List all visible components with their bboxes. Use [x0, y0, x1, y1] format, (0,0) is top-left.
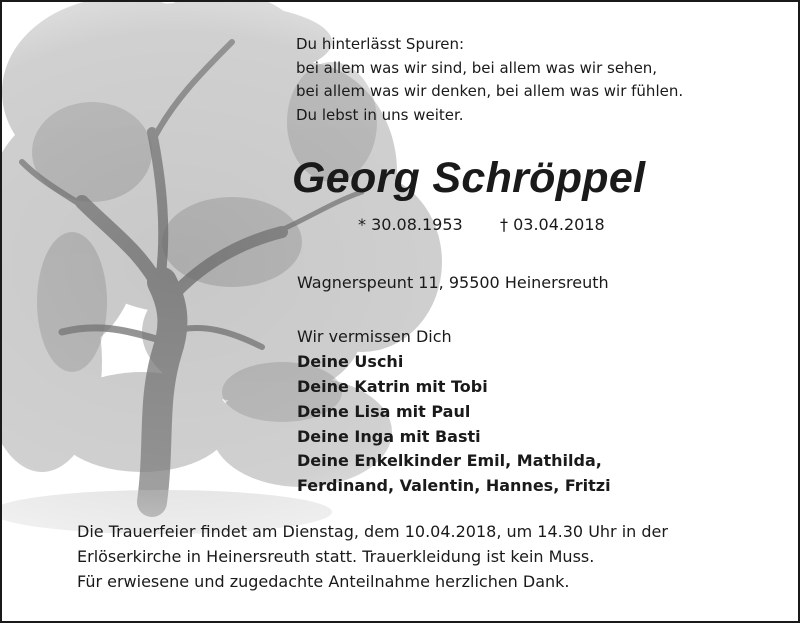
poem-line: Du hinterlässt Spuren:: [296, 35, 465, 53]
address: Wagnerspeunt 11, 95500 Heinersreuth: [297, 273, 609, 292]
mourner-line: Deine Inga mit Basti: [297, 426, 481, 446]
footer-line: Die Trauerfeier findet am Dienstag, dem 10.04.2018, um 14.30 Uhr in der: [77, 522, 668, 541]
footer-line: Für erwiesene und zugedachte Anteilnahme herzlichen Dank.: [77, 571, 570, 591]
mourner-line: Deine Lisa mit Paul: [297, 401, 471, 421]
funeral-information: [77, 520, 668, 594]
mourner-line: Deine Uschi: [297, 351, 404, 371]
deceased-name: Georg Schröppel: [292, 154, 646, 202]
mourner-line: Deine Enkelkinder Emil, Mathilda,: [297, 451, 602, 471]
mourners-intro: Wir vermissen Dich: [297, 327, 452, 346]
birth-date: * 30.08.1953: [358, 215, 463, 234]
poem-verse: [296, 33, 683, 127]
poem-line: bei allem was wir denken, bei allem was wir fühlen.: [296, 82, 684, 101]
poem-line: bei allem was wir sind, bei allem was wir sehen,: [296, 58, 658, 77]
mourner-line: Deine Katrin mit Tobi: [297, 376, 488, 396]
footer-line: Erlöserkirche in Heinersreuth statt. Trauerkleidung ist kein Muss.: [77, 546, 595, 566]
family-mourners: [297, 325, 611, 499]
death-date: † 03.04.2018: [500, 215, 605, 234]
poem-line: Du lebst in uns weiter.: [296, 105, 464, 124]
mourner-line: Ferdinand, Valentin, Hannes, Fritzi: [297, 476, 611, 496]
